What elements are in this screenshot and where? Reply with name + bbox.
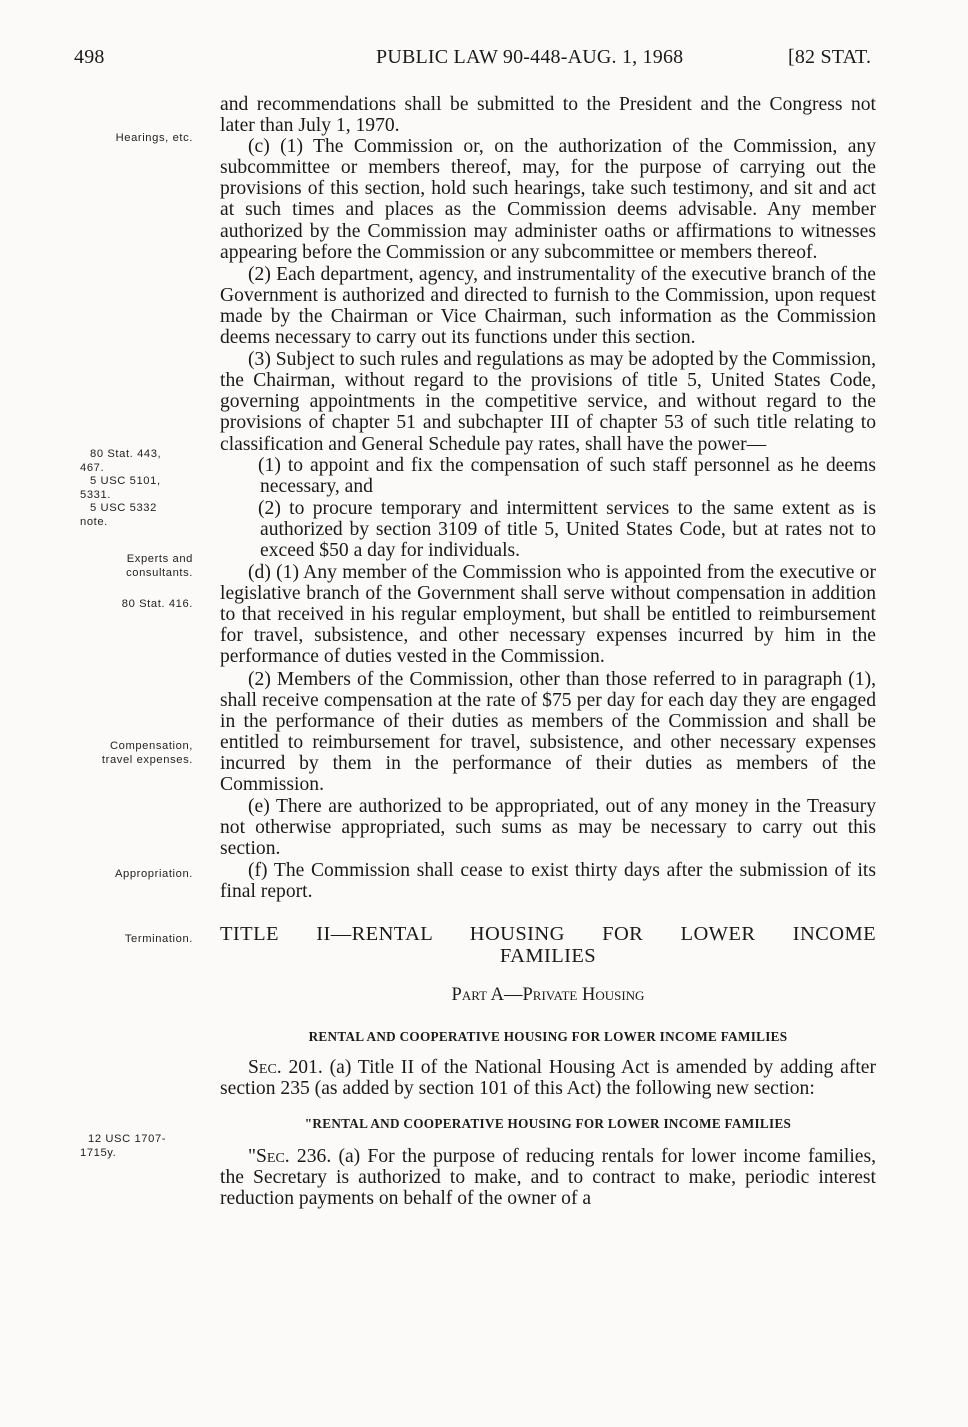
paragraph-sec201	[220, 1057, 876, 1099]
paragraph-d1: (d) (1) Any member of the Commission who is appointed from the executive or legislative branch of the Government shall serve without compensation in addition to that received in his regular employment, but shall be entitled to reimbursement for travel, subsistence, and other necessary expenses incurred by him in the performance of duties vested in the Commission.	[220, 562, 876, 668]
paragraph-c2: (2) Each department, agency, and instrumentality of the executive branch of the Government is authorized and directed to furnish to the Commission, upon request made by the Chairman or Vice Chairman, such information as the Commission deems necessary to carry out its functions under this section.	[220, 263, 876, 349]
paragraph-d2: (2) Members of the Commission, other than those referred to in paragraph (1), shall receive compensation at the rate of $75 per day for each day they are engaged in the performance of their duties as members of the Commission and shall be entitled to reimbursement for travel, subsistence, and other necessary expenses incurred by them in the performance of their duties as members of the Commission.	[220, 668, 876, 795]
paragraph-c3-item2: (2) to procure temporary and intermittent services to the same extent as is authorized by section 3109 of title 5, United States Code, but at rates not to exceed $50 a day for individuals.	[258, 497, 876, 561]
section-caption: RENTAL AND COOPERATIVE HOUSING FOR LOWER INCOME FAMILIES	[308, 1028, 788, 1044]
title-heading	[220, 923, 876, 967]
part-heading: Part A—Private Housing	[451, 984, 645, 1005]
page-number: 498	[74, 46, 105, 68]
margin-note-line: 467.	[80, 461, 105, 474]
section-label: "Sec.	[248, 1146, 290, 1168]
paragraph-c3-item1: (1) to appoint and fix the compensation of such staff personnel as he deems necessary, and	[258, 454, 876, 497]
margin-note-termination: Termination.	[124, 933, 193, 945]
paragraph-text: 201. (a) Title II of the National Housing Act is amended by adding after section 235 (as added by section 101 of this Act) the following new section:	[220, 1056, 876, 1099]
margin-note-usc1707	[80, 1133, 166, 1160]
margin-note-line: consultants.	[126, 566, 193, 579]
margin-note-compensation	[102, 740, 193, 767]
margin-note-appropriation: Appropriation.	[114, 868, 193, 880]
section-caption: "RENTAL AND COOPERATIVE HOUSING FOR LOWER INCOME FAMILIES	[304, 1115, 792, 1131]
paragraph-c1: (c) (1) The Commission or, on the authorization of the Commission, any subcommittee or members thereof, may, for the purpose of carrying out the provisions of this section, hold such hearings, take such testimony, and sit and act at such times and places as the Commission deems advisable. Any member authorized by the Commission may administer oaths or affirmations to witnesses appearing before the Commission or any subcommittee or members thereof.	[220, 136, 876, 263]
margin-note-stat416: 80 Stat. 416.	[121, 598, 193, 610]
margin-note-line: 12 USC 1707-	[88, 1133, 167, 1145]
margin-note-line: note.	[80, 515, 108, 528]
margin-note-line: travel expenses.	[101, 753, 193, 766]
paragraph-text: 236. (a) For the purpose of reducing rentals for lower income families, the Secretary is authorized to make, and to contract to make, periodic interest reduction payments on behalf of the owner of a	[220, 1146, 876, 1210]
margin-note-statutes	[80, 448, 161, 529]
margin-note-line: Compensation,	[109, 740, 193, 752]
margin-note-line: 5331.	[80, 488, 111, 501]
main-text	[220, 94, 876, 1209]
margin-note-line: 5 USC 5332	[90, 502, 157, 514]
margin-note-line: 1715y.	[80, 1146, 117, 1159]
running-title: PUBLIC LAW 90-448-AUG. 1, 1968	[376, 46, 684, 68]
stat-reference: [82 STAT.	[788, 46, 872, 68]
paragraph-e: (e) There are authorized to be appropriated, out of any money in the Treasury not otherwise appropriated, such sums as may be necessary to carry out this section.	[220, 796, 876, 860]
section-label: Sec.	[248, 1056, 282, 1078]
title-line: TITLE II—RENTAL HOUSING FOR LOWER INCOME	[220, 922, 876, 945]
margin-note-experts	[126, 553, 193, 580]
paragraph-sec236	[220, 1146, 876, 1209]
paragraph-intro: and recommendations shall be submitted to the President and the Congress not later than July 1, 1970.	[220, 94, 876, 137]
margin-note-hearings: Hearings, etc.	[115, 132, 193, 144]
margin-note-line: Experts and	[126, 553, 193, 565]
margin-note-line: 80 Stat. 443,	[90, 448, 162, 460]
paragraph-c3: (3) Subject to such rules and regulations as may be adopted by the Commission, the Chairman, without regard to the provisions of title 5, United States Code, governing appointments in the competitive service, and without regard to the provisions of chapter 51 and subchapter III of chapter 53 of such title relating to classification and General Schedule pay rates, shall have the power—	[220, 349, 876, 455]
title-line: FAMILIES	[499, 944, 597, 967]
paragraph-f: (f) The Commission shall cease to exist thirty days after the submission of its final report.	[220, 860, 876, 903]
margin-note-line: 5 USC 5101,	[90, 475, 161, 487]
